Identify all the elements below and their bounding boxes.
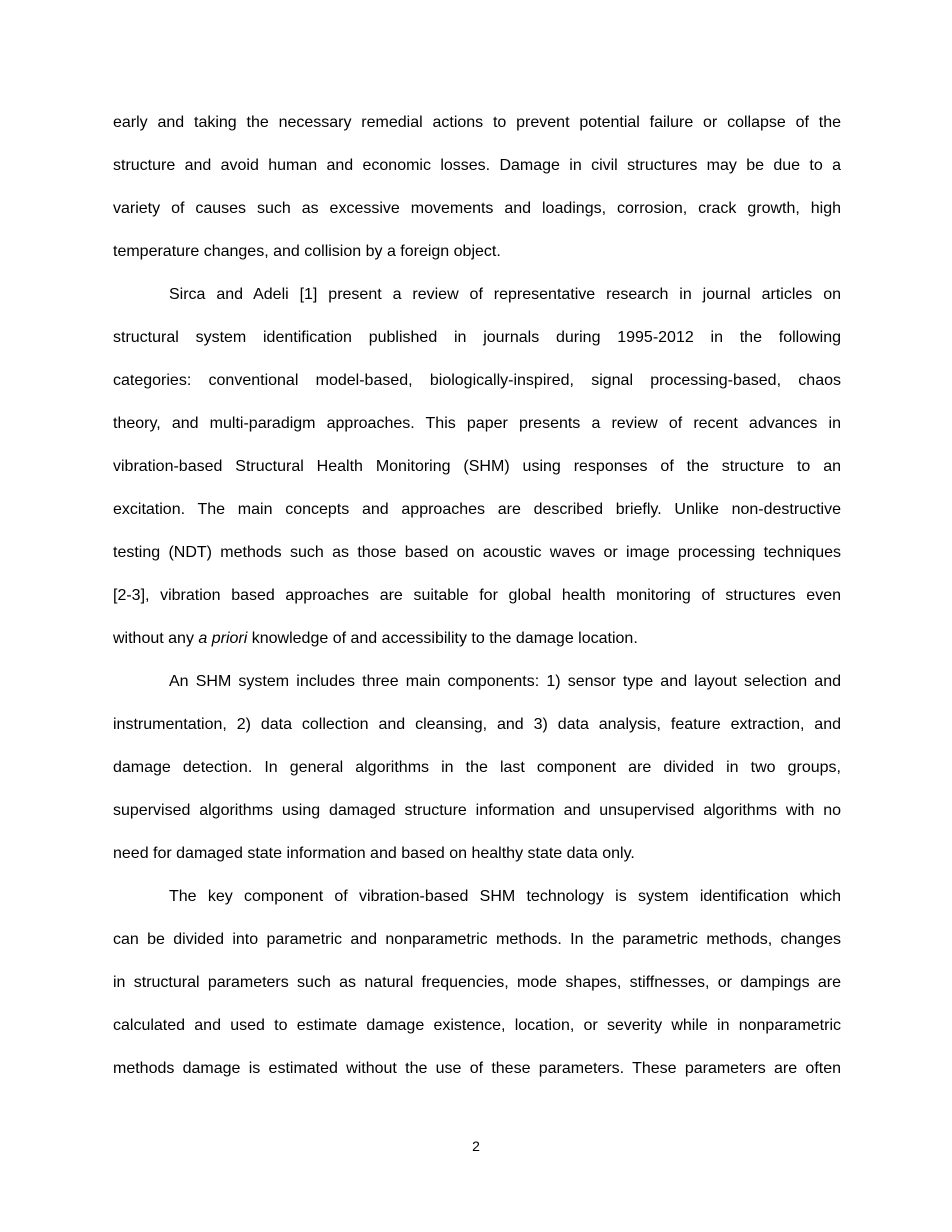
text-line: instrumentation, 2) data collection and cleansing, and 3) data analysis, feature extraction, and — [113, 716, 841, 733]
text-line: damage detection. In general algorithms in the last component are divided in two groups, — [113, 759, 841, 776]
text-line: [2-3], vibration based approaches are suitable for global health monitoring of structures even — [113, 587, 841, 604]
text-run: knowledge of and accessibility to the damage location. — [247, 630, 638, 647]
text-line: testing (NDT) methods such as those based on acoustic waves or image processing techniques — [113, 544, 841, 561]
text-line — [113, 617, 841, 660]
text-line: calculated and used to estimate damage existence, location, or severity while in nonparametric — [113, 1017, 841, 1034]
text-line: The key component of vibration-based SHM technology is system identification which — [169, 888, 841, 905]
text-line: structural system identification published in journals during 1995-2012 in the following — [113, 329, 841, 346]
text-line: supervised algorithms using damaged structure information and unsupervised algorithms with no — [113, 802, 841, 819]
text-line: excitation. The main concepts and approaches are described briefly. Unlike non-destructive — [113, 501, 841, 518]
text-line: categories: conventional model-based, biologically-inspired, signal processing-based, chaos — [113, 372, 841, 389]
paragraph — [113, 660, 841, 875]
text-line: need for damaged state information and based on healthy state data only. — [113, 845, 635, 862]
body-text — [113, 101, 841, 1090]
paragraph — [113, 875, 841, 1090]
text-line: early and taking the necessary remedial actions to prevent potential failure or collapse of the — [113, 114, 841, 131]
text-line: theory, and multi-paradigm approaches. This paper presents a review of recent advances in — [113, 415, 841, 432]
text-line: Sirca and Adeli [1] present a review of representative research in journal articles on — [169, 286, 841, 303]
page-number: 2 — [472, 1138, 480, 1154]
text-line: An SHM system includes three main components: 1) sensor type and layout selection and — [169, 673, 841, 690]
text-line: can be divided into parametric and nonparametric methods. In the parametric methods, changes — [113, 931, 841, 948]
text-line: methods damage is estimated without the use of these parameters. These parameters are often — [113, 1060, 841, 1077]
text-line: temperature changes, and collision by a foreign object. — [113, 243, 501, 260]
text-line: structure and avoid human and economic losses. Damage in civil structures may be due to a — [113, 157, 841, 174]
text-run: without any — [113, 630, 199, 647]
italic-term: a priori — [198, 630, 248, 647]
paragraph — [113, 101, 841, 273]
text-line: in structural parameters such as natural frequencies, mode shapes, stiffnesses, or dampings are — [113, 974, 841, 991]
paragraph — [113, 273, 841, 660]
text-line: variety of causes such as excessive movements and loadings, corrosion, crack growth, high — [113, 200, 841, 217]
text-line: vibration-based Structural Health Monitoring (SHM) using responses of the structure to an — [113, 458, 841, 475]
